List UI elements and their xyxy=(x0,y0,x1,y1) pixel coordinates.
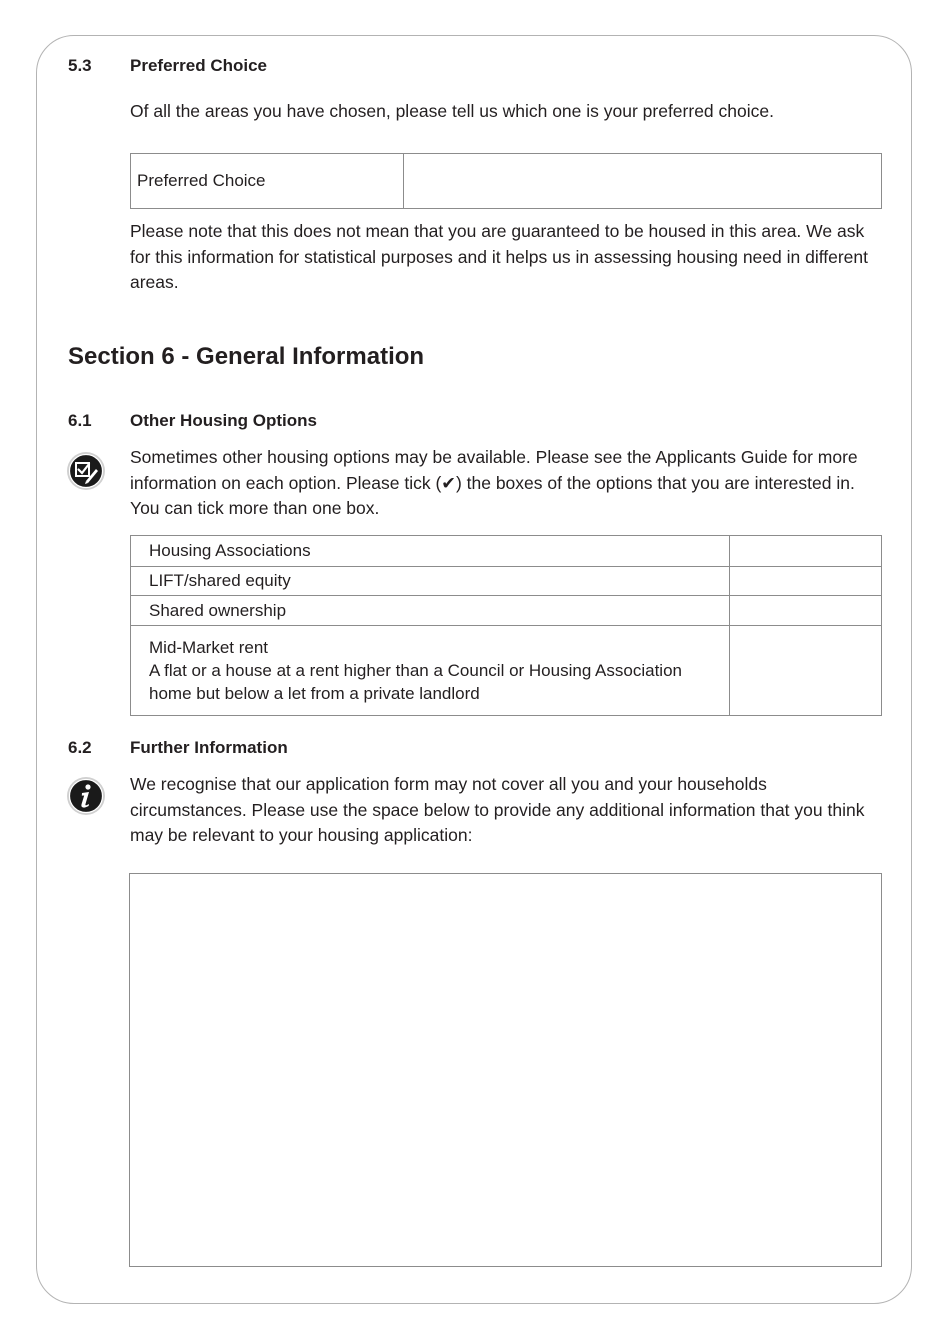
info-icon xyxy=(66,776,106,816)
housing-option-label: LIFT/shared equity xyxy=(131,567,730,596)
preferred-choice-table xyxy=(130,153,882,209)
section-5-3-number: 5.3 xyxy=(68,56,92,75)
housing-option-row xyxy=(131,626,882,716)
preferred-choice-input[interactable] xyxy=(404,154,882,209)
section-6-1-number: 6.1 xyxy=(68,411,92,430)
housing-associations-checkbox[interactable] xyxy=(730,536,882,567)
preferred-choice-label: Preferred Choice xyxy=(131,154,404,209)
housing-option-row xyxy=(131,596,882,626)
mid-market-rent-checkbox[interactable] xyxy=(730,626,882,716)
housing-option-label: Housing Associations xyxy=(131,536,730,567)
section-5-3-title: Preferred Choice xyxy=(130,56,267,75)
housing-option-description: A flat or a house at a rent higher than a Council or Housing Association home but below a let from a private landlord xyxy=(149,661,682,703)
section-6-1-title: Other Housing Options xyxy=(130,411,317,430)
housing-option-label: Mid-Market rent xyxy=(149,638,269,657)
housing-option-row xyxy=(131,536,882,567)
housing-options-table xyxy=(130,535,882,716)
section-5-3-intro: Of all the areas you have chosen, please tell us which one is your preferred choice. xyxy=(130,101,774,121)
further-information-textarea[interactable] xyxy=(129,873,882,1267)
section-5-3-note: Please note that this does not mean that you are guaranteed to be housed in this area. We ask for this information for statistical purposes and it helps us in assessing housing need in different areas. xyxy=(130,221,869,292)
section-6-2-intro: We recognise that our application form may not cover all you and your households circumstances. Please use the space below to provide any additional information that you think may be relevant to your housing application: xyxy=(130,774,865,845)
section-6-2-number: 6.2 xyxy=(68,738,92,757)
section-6-2-title: Further Information xyxy=(130,738,288,757)
housing-option-row xyxy=(131,567,882,596)
tick-form-icon xyxy=(66,451,106,491)
housing-option-label: Shared ownership xyxy=(131,596,730,626)
shared-ownership-checkbox[interactable] xyxy=(730,596,882,626)
lift-shared-equity-checkbox[interactable] xyxy=(730,567,882,596)
section-6-title: Section 6 - General Information xyxy=(68,343,425,370)
section-6-1-intro: Sometimes other housing options may be available. Please see the Applicants Guide for more information on each option. Please tick (✔) the boxes of the options that you are interested in. You can tick more than one box. xyxy=(130,447,858,518)
